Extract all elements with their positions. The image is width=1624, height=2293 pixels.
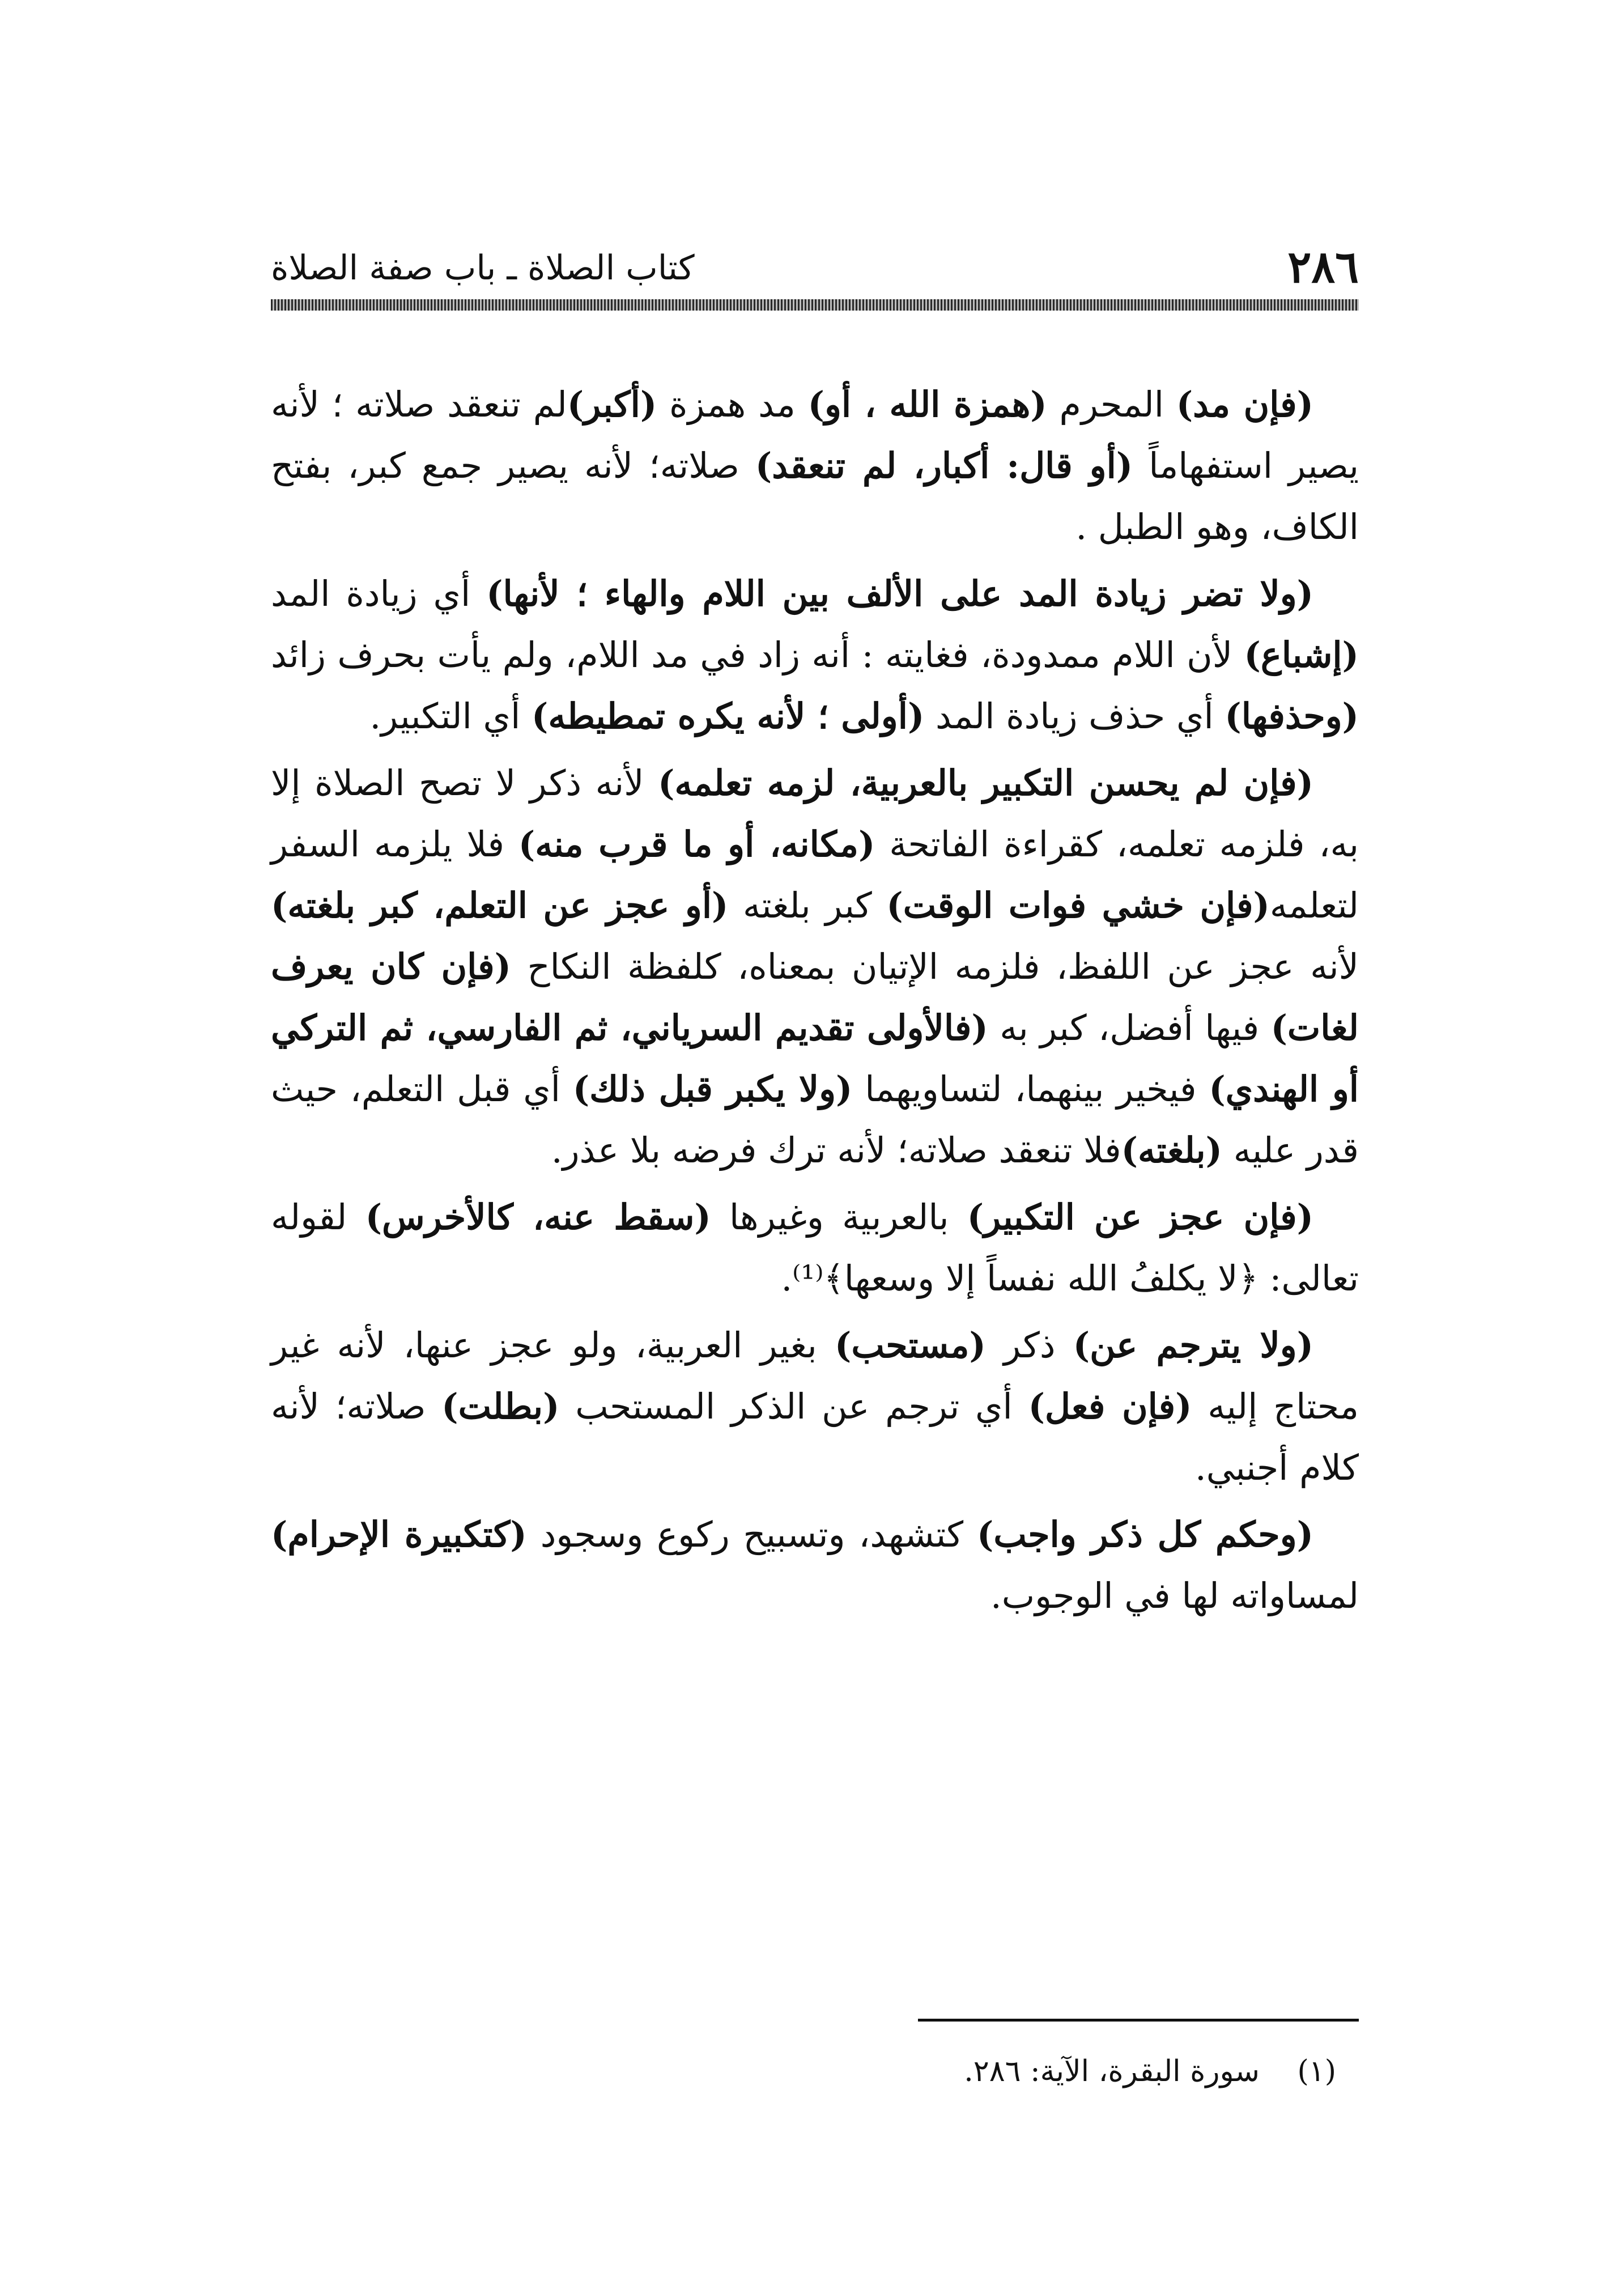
commentary-text: لمساواته لها في الوجوب. xyxy=(990,1575,1359,1616)
commentary-text: أي زيادة المد xyxy=(271,573,487,614)
commentary-text: لقوله تعالى: ﴿لا يكلفُ الله نفساً إلا وسعها﴾⁽¹⁾. xyxy=(271,1196,1359,1299)
paragraph xyxy=(271,1504,1359,1627)
commentary-text: فلا يلزمه السفر لتعلمه xyxy=(271,823,1359,926)
commentary-text: بالعربية وغيرها xyxy=(711,1196,967,1238)
commentary-text: أي ترجم عن الذكر المستحب xyxy=(559,1386,1028,1427)
bold-matn-text: (سقط عنه، كالأخرس) xyxy=(365,1196,711,1238)
bold-matn-text: (وحذفها) xyxy=(1225,695,1359,737)
commentary-text: فيخير بينهما، لتساويهما xyxy=(852,1068,1209,1110)
bold-matn-text: (بلغته) xyxy=(1121,1129,1222,1171)
bold-matn-text: (أو قال: أكبار، لم تنعقد) xyxy=(755,445,1133,486)
footnote-text: سورة البقرة، الآية: ٢٨٦. xyxy=(964,2054,1260,2088)
commentary-text: صلاته؛ لأنه كلام أجنبي. xyxy=(271,1386,1359,1488)
commentary-text: المحرم xyxy=(1047,384,1176,425)
bold-matn-text: (فإن عجز عن التكبير) xyxy=(967,1196,1314,1238)
bold-matn-text: (فإن فعل) xyxy=(1028,1386,1192,1427)
bold-matn-text: (فإن لم يحسن التكبير بالعربية، لزمه تعلمه) xyxy=(658,762,1313,804)
commentary-text: لم تنعقد صلاته ؛ لأنه يصير استفهاماً xyxy=(271,384,1359,486)
commentary-text: بغير العربية، ولو عجز عنها، لأنه غير محتاج إليه xyxy=(271,1324,1359,1427)
bold-matn-text: (إشباع) xyxy=(1244,634,1359,676)
commentary-text: لأن اللام ممدودة، فغايته : أنه زاد في مد اللام، ولم يأت بحرف زائد xyxy=(271,634,1244,676)
bold-matn-text: (مكانه، أو ما قرب منه) xyxy=(518,823,875,865)
bold-matn-text: (أكبر) xyxy=(567,384,657,425)
commentary-text: أي حذف زيادة المد xyxy=(924,695,1225,737)
paragraph xyxy=(271,563,1359,747)
commentary-text: فيها أفضل، كبر به xyxy=(988,1007,1271,1048)
bold-matn-text: (فإن مد) xyxy=(1176,384,1314,425)
page-number: ٢٨٦ xyxy=(1287,241,1359,293)
body-text xyxy=(271,374,1359,1632)
paragraph xyxy=(271,753,1359,1181)
bold-matn-text: (همزة الله ، أو) xyxy=(807,384,1047,425)
bold-matn-text: (بطلت) xyxy=(441,1386,560,1427)
commentary-text: صلاته؛ لأنه يصير جمع كبر، بفتح الكاف، وهو الطبل . xyxy=(271,445,1359,547)
bold-matn-text: (ولا يكبر قبل ذلك) xyxy=(572,1068,853,1110)
paragraph xyxy=(271,1315,1359,1498)
bold-matn-text: (كتكبيرة الإحرام) xyxy=(271,1514,527,1555)
paragraph xyxy=(271,1187,1359,1309)
bold-matn-text: (وحكم كل ذكر واجب) xyxy=(977,1514,1314,1555)
bold-matn-text: (أو عجز عن التعلم، كبر بلغته) xyxy=(271,885,729,926)
bold-matn-text: (فإن كان يعرف لغات) xyxy=(271,946,1359,1048)
commentary-text: ذكر xyxy=(985,1324,1073,1366)
footnote xyxy=(271,2049,1336,2094)
header-rule xyxy=(271,299,1359,311)
footnote-number: (١) xyxy=(1297,2054,1336,2088)
commentary-text: أي قبل التعلم، حيث قدر عليه xyxy=(271,1068,1359,1171)
commentary-text: فلا تنعقد صلاته؛ لأنه ترك فرضه بلا عذر. xyxy=(551,1129,1121,1171)
commentary-text: لأنه ذكر لا تصح الصلاة إلا به، فلزمه تعلمه، كقراءة الفاتحة xyxy=(271,762,1359,865)
commentary-text: أي التكبير. xyxy=(369,695,532,737)
bold-matn-text: (ولا تضر زيادة المد على الألف بين اللام والهاء ؛ لأنها) xyxy=(486,573,1314,614)
page-header xyxy=(271,232,1359,300)
paragraph xyxy=(271,374,1359,558)
bold-matn-text: (فإن خشي فوات الوقت) xyxy=(886,885,1270,926)
commentary-text: لأنه عجز عن اللفظ، فلزمه الإتيان بمعناه، كلفظة النكاح xyxy=(511,946,1359,987)
commentary-text: كبر بلغته xyxy=(728,885,887,926)
footnote-rule xyxy=(918,2019,1359,2022)
bold-matn-text: (فالأولى تقديم السرياني، ثم الفارسي، ثم التركي أو الهندي) xyxy=(271,1007,1359,1110)
commentary-text: كتشهد، وتسبيح ركوع وسجود xyxy=(526,1514,977,1555)
commentary-text: مد همزة xyxy=(657,384,808,425)
bold-matn-text: (أولى ؛ لأنه يكره تمطيطه) xyxy=(532,695,925,737)
running-title: كتاب الصلاة ـ باب صفة الصلاة xyxy=(271,248,695,288)
bold-matn-text: (مستحب) xyxy=(835,1324,986,1366)
bold-matn-text: (ولا يترجم عن) xyxy=(1073,1324,1313,1366)
